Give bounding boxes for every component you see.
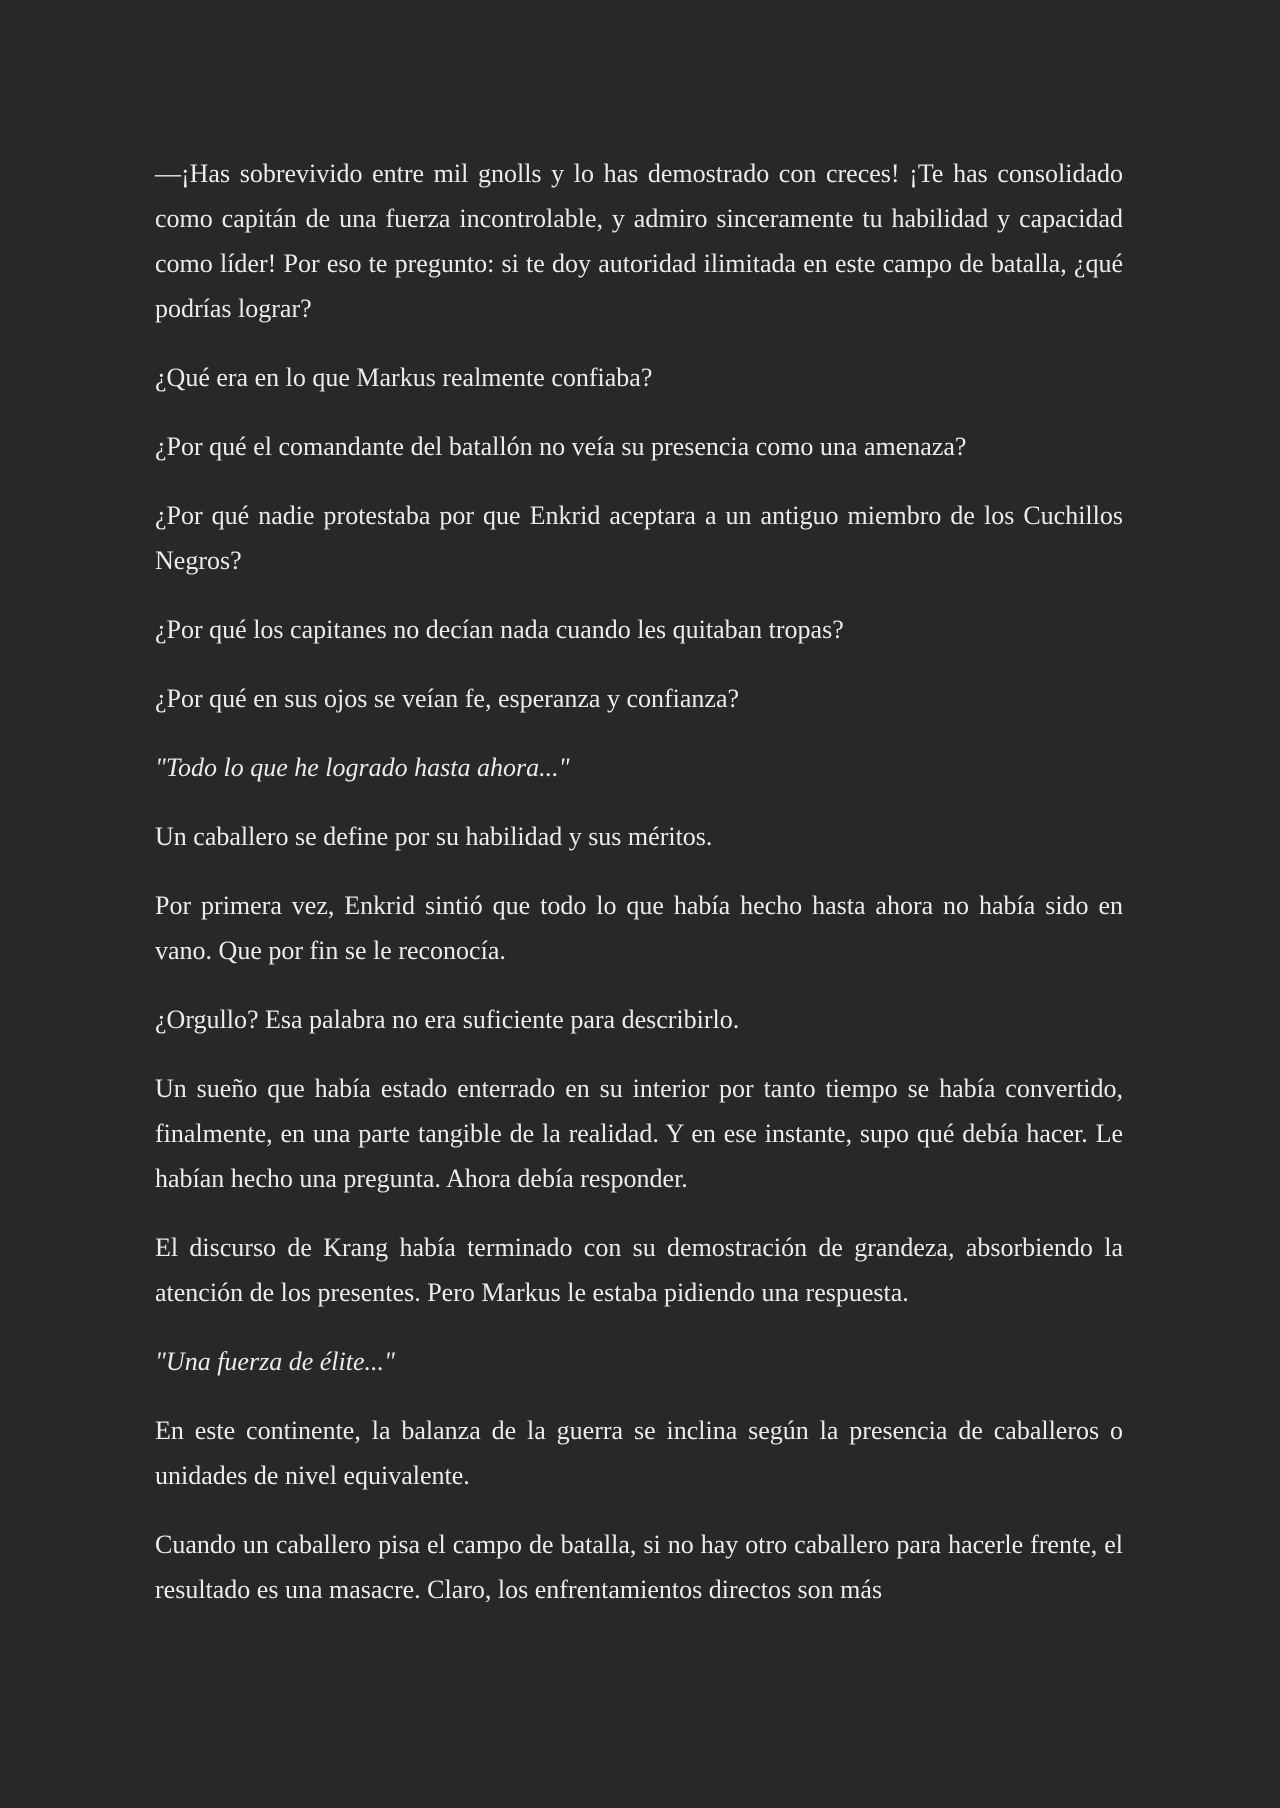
paragraph: En este continente, la balanza de la guerra se inclina según la presencia de caballeros o unidades de nivel equivalente. [155,1416,1123,1490]
paragraph: El discurso de Krang había terminado con su demostración de grandeza, absorbiendo la atención de los presentes. Pero Markus le estaba pidiendo una respuesta. [155,1233,1123,1307]
paragraph: Un caballero se define por su habilidad y sus méritos. [155,822,713,851]
paragraph: Cuando un caballero pisa el campo de batalla, si no hay otro caballero para hacerle frente, el resultado es una masacre. Claro, los enfrentamientos directos son más [155,1530,1123,1604]
paragraph: Por primera vez, Enkrid sintió que todo lo que había hecho hasta ahora no había sido en vano. Que por fin se le reconocía. [155,891,1123,965]
chapter-text [155,151,1123,1636]
paragraph: —¡Has sobrevivido entre mil gnolls y lo has demostrado con creces! ¡Te has consolidado como capitán de una fuerza incontrolable, y admiro sinceramente tu habilidad y capacidad como líder! Por eso te pregunto: si te doy autoridad ilimitada en este campo de batalla, ¿qué podrías lograr? [155,159,1123,323]
paragraph: ¿Qué era en lo que Markus realmente confiaba? [155,363,653,392]
paragraph: ¿Por qué en sus ojos se veían fe, esperanza y confianza? [155,684,740,713]
paragraph: ¿Por qué los capitanes no decían nada cuando les quitaban tropas? [155,615,844,644]
italic-thought: "Todo lo que he logrado hasta ahora..." [155,753,570,782]
paragraph: Un sueño que había estado enterrado en su interior por tanto tiempo se había convertido, finalmente, en una parte tangible de la realidad. Y en ese instante, supo qué debía hacer. Le habían hecho una pregunta. Ahora debía responder. [155,1074,1123,1193]
paragraph: ¿Por qué el comandante del batallón no veía su presencia como una amenaza? [155,432,967,461]
italic-thought: "Una fuerza de élite..." [155,1347,395,1376]
paragraph: ¿Por qué nadie protestaba por que Enkrid aceptara a un antiguo miembro de los Cuchillos Negros? [155,501,1123,575]
paragraph: ¿Orgullo? Esa palabra no era suficiente para describirlo. [155,1005,740,1034]
